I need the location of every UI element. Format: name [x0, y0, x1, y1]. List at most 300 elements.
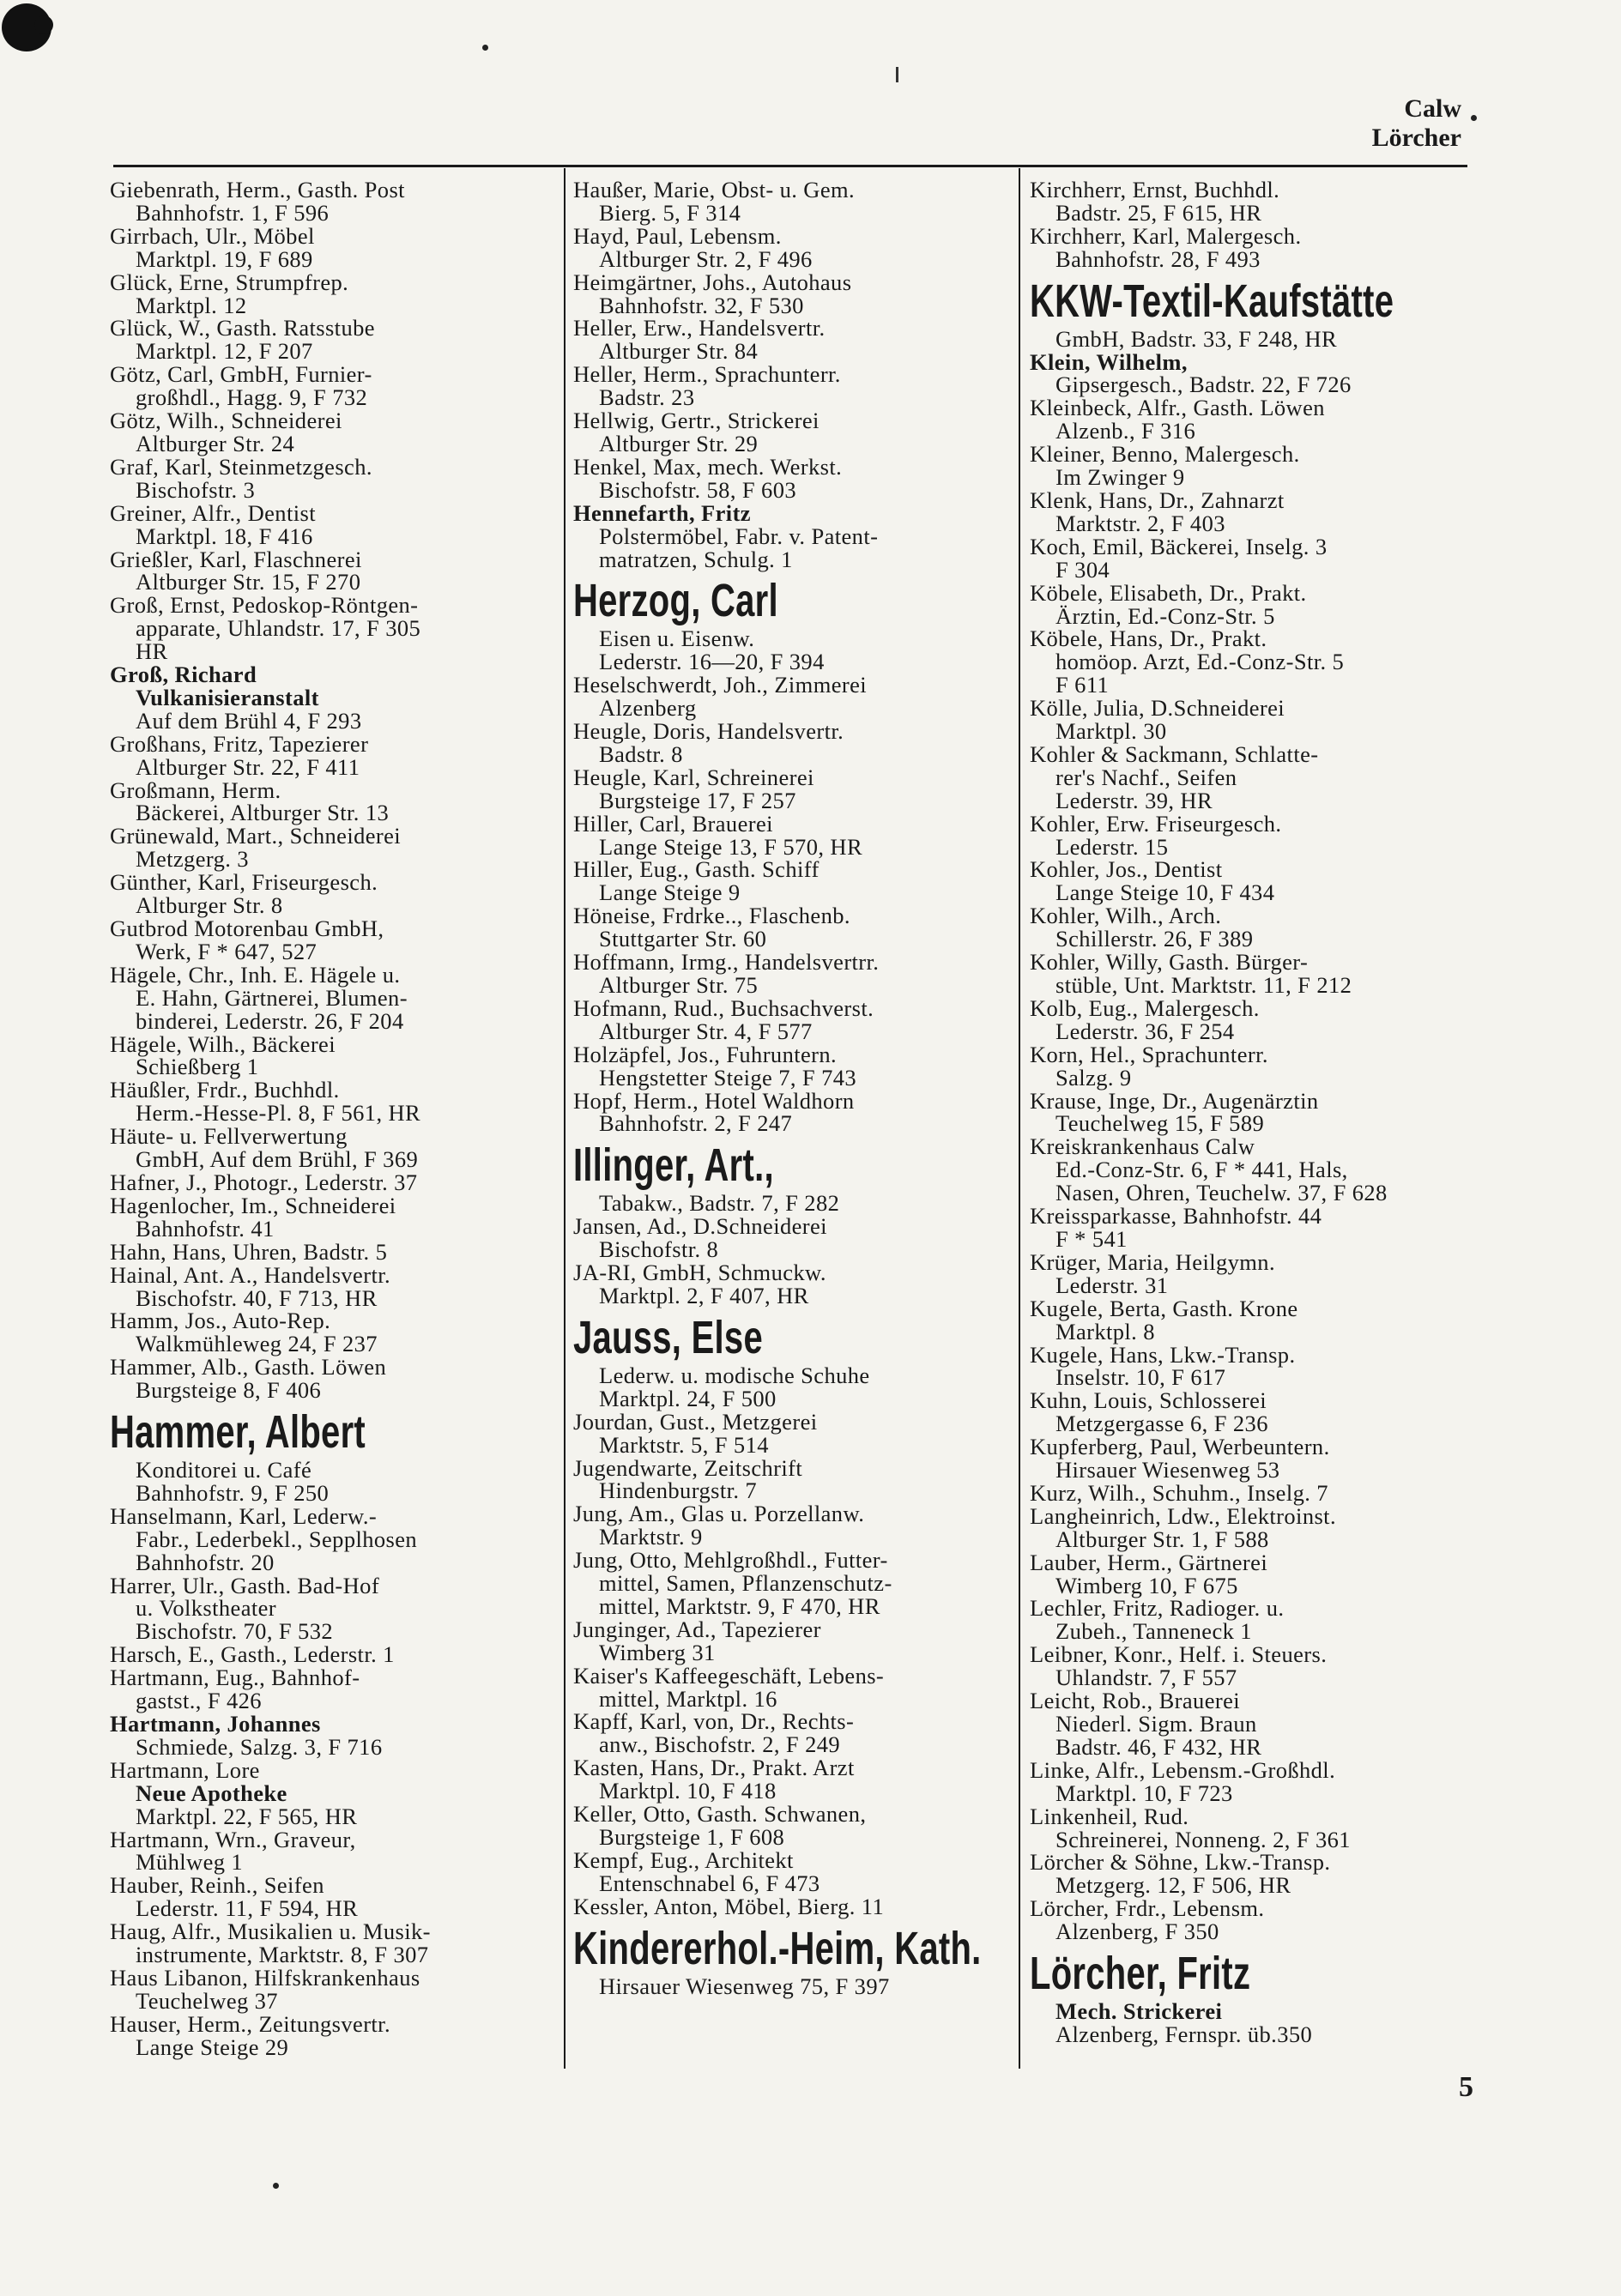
directory-entry [1030, 1043, 1469, 1090]
directory-entry [110, 409, 549, 456]
entry-name-line: Hartmann, Wrn., Graveur, [110, 1826, 356, 1852]
entry-name-line: Kuhn, Louis, Schlosserei [1030, 1387, 1267, 1414]
entry-detail-line: Uhlandstr. 7, F 557 [1055, 1665, 1237, 1691]
directory-entry [573, 1710, 1013, 1756]
display-name: Lörcher, Fritz [1030, 1948, 1251, 2000]
entry-detail-line: Hirsauer Wiesenweg 75, F 397 [599, 1973, 890, 1999]
entry-detail-line: apparate, Uhlandstr. 17, F 305 [136, 615, 421, 642]
entry-name-line: Haußer, Marie, Obst- u. Gem. [573, 177, 856, 202]
entry-detail-line: Lange Steige 10, F 434 [1055, 879, 1275, 906]
entry-detail-line: Eisen u. Eisenw. [599, 625, 755, 652]
entry-detail-line: Konditorei u. Café [136, 1457, 312, 1483]
directory-entry [1030, 697, 1469, 743]
entry-detail-line: Badstr. 46, F 432, HR [1055, 1733, 1262, 1760]
entry-name-line: Krause, Inge, Dr., Augenärztin [1030, 1087, 1319, 1114]
directory-entry [573, 904, 1013, 951]
entry-detail-line: GmbH, Badstr. 33, F 248, HR [1055, 325, 1338, 352]
entry-name-line: Keller, Otto, Gasth. Schwanen, [573, 1801, 867, 1828]
directory-entry [1030, 1851, 1469, 1897]
column-1 [110, 178, 549, 2059]
directory-entry [573, 858, 1013, 904]
entry-detail-line: u. Volkstheater [136, 1595, 277, 1622]
entry-detail-line: Lederstr. 15 [1055, 833, 1169, 860]
entry-name-line: Hartmann, Johannes [110, 1711, 321, 1737]
entry-detail-line: Marktpl. 30 [1055, 718, 1167, 745]
directory-entry [110, 1920, 549, 1967]
entry-detail-line: Lederstr. 11, F 594, HR [136, 1895, 359, 1922]
entry-detail-line: Tabakw., Badstr. 7, F 282 [599, 1190, 840, 1217]
directory-entry [1030, 951, 1469, 997]
entry-detail-line: Altburger Str. 75 [599, 972, 759, 998]
entry-name-line: JA-RI, GmbH, Schmuckw. [573, 1260, 826, 1286]
entry-name-line: Häußler, Frdr., Buchhdl. [110, 1077, 340, 1103]
entry-detail-line: GmbH, Auf dem Brühl, F 369 [136, 1146, 419, 1173]
entry-name-line: Kirchherr, Ernst, Buchhdl. [1030, 177, 1280, 202]
entry-name-line: Kohler, Wilh., Arch. [1030, 903, 1222, 929]
entry-detail-line: Lederw. u. modische Schuhe [599, 1362, 870, 1388]
entry-name-line: Hammer, Alb., Gasth. Löwen [110, 1354, 387, 1381]
entry-detail-line: Marktpl. 24, F 500 [599, 1385, 777, 1411]
directory-entry [1030, 1643, 1469, 1689]
column-divider [564, 168, 566, 2069]
directory-entry [110, 548, 549, 595]
entry-detail-line: Bäckerei, Altburger Str. 13 [136, 800, 390, 826]
entry-name-line: Leicht, Rob., Brauerei [1030, 1688, 1241, 1714]
speck [896, 67, 898, 82]
entry-name-line: Lörcher, Frdr., Lebensm. [1030, 1895, 1265, 1922]
entry-name-line: Günther, Karl, Friseurgesch. [110, 869, 378, 896]
entry-name-line: Girrbach, Ulr., Möbel [110, 222, 315, 249]
entry-name-line: Kleinbeck, Alfr., Gasth. Löwen [1030, 395, 1325, 421]
directory-entry [1030, 904, 1469, 951]
entry-name-line: Höneise, Frdrke.., Flaschenb. [573, 903, 850, 929]
entry-name-line: Hainal, Ant. A., Handelsvertr. [110, 1261, 390, 1288]
entry-detail-line: Inselstr. 10, F 617 [1055, 1364, 1226, 1391]
entry-detail-line: F 611 [1055, 672, 1110, 698]
entry-detail-line: Lederstr. 16—20, F 394 [599, 649, 825, 675]
entry-name-line: Hanselmann, Karl, Lederw.- [110, 1502, 378, 1529]
directory-entry [1030, 810, 1469, 860]
entry-detail-line: Marktstr. 5, F 514 [599, 1431, 769, 1458]
entry-detail-line: Schießberg 1 [136, 1054, 259, 1080]
entry-detail-line: Nasen, Ohren, Teuchelw. 37, F 628 [1055, 1180, 1388, 1206]
entry-name-line: Grießler, Karl, Flaschnerei [110, 546, 362, 572]
directory-entry [573, 766, 1013, 813]
entry-name-line: Kessler, Anton, Möbel, Bierg. 11 [573, 1893, 885, 1919]
entry-name-line: Hamm, Jos., Auto-Rep. [110, 1308, 331, 1334]
entry-business-name: Mech. Strickerei [1055, 1998, 1223, 2025]
entry-name-line: Lechler, Fritz, Radioger. u. [1030, 1595, 1285, 1622]
directory-entry [573, 1803, 1013, 1849]
entry-name-line: Haug, Alfr., Musikalien u. Musik- [110, 1918, 431, 1945]
entry-name-line: Jourdan, Gust., Metzgerei [573, 1408, 818, 1435]
entry-detail-line: E. Hahn, Gärtnerei, Blumen- [136, 984, 408, 1011]
entry-detail-line: anw., Bischofstr. 2, F 249 [599, 1731, 841, 1758]
directory-entry [110, 961, 549, 1034]
directory-entry [110, 499, 549, 549]
directory-entry [110, 178, 549, 225]
entry-name-line: Harsch, E., Gasth., Lederstr. 1 [110, 1641, 395, 1668]
entry-detail-line: Alzenberg, Fernspr. üb.350 [1055, 2021, 1313, 2047]
directory-entry [573, 363, 1013, 409]
entry-name-line: Greiner, Alfr., Dentist [110, 499, 316, 526]
entry-name-line: Großmann, Herm. [110, 776, 281, 803]
entry-name-line: Kolb, Eug., Malergesch. [1030, 994, 1260, 1021]
entry-detail-line: Alzenberg [599, 695, 697, 722]
entry-detail-line: Alzenb., F 316 [1055, 418, 1196, 444]
directory-entry [1030, 1597, 1469, 1643]
entry-name-line: Hartmann, Lore [110, 1756, 260, 1783]
directory-entry [573, 1618, 1013, 1665]
directory-entry [573, 951, 1013, 997]
entry-detail-line: Herm.-Hesse-Pl. 8, F 561, HR [136, 1100, 421, 1127]
directory-entry [573, 1549, 1013, 1618]
entry-detail-line: Alzenberg, F 350 [1055, 1918, 1219, 1945]
header-range: Lörcher [1371, 124, 1461, 152]
directory-entry [110, 1079, 549, 1125]
header-town: Calw [1404, 94, 1461, 123]
entry-name-line: Linkenheil, Rud. [1030, 1803, 1189, 1829]
entry-detail-line: homöop. Arzt, Ed.-Conz-Str. 5 [1055, 649, 1345, 675]
directory-entry [1030, 443, 1469, 489]
entry-detail-line: matratzen, Schulg. 1 [599, 546, 793, 572]
directory-entry [573, 1087, 1013, 1137]
directory-entry [573, 1846, 1013, 1896]
entry-name-line: Jung, Otto, Mehlgroßhdl., Futter- [573, 1547, 888, 1574]
page-header [1372, 94, 1461, 153]
entry-detail-line: Bahnhofstr. 1, F 596 [136, 199, 330, 226]
entry-detail-line: Altburger Str. 24 [136, 430, 295, 456]
entry-name-line: Kölle, Julia, D.Schneiderei [1030, 695, 1285, 722]
entry-detail-line: großhdl., Hagg. 9, F 732 [136, 384, 368, 411]
entry-detail-line: Altburger Str. 15, F 270 [136, 569, 361, 595]
entry-name-line: Kugele, Berta, Gasth. Krone [1030, 1295, 1298, 1321]
entry-name-line: Hiller, Eug., Gasth. Schiff [573, 856, 820, 883]
entry-detail-line: Altburger Str. 1, F 588 [1055, 1526, 1269, 1552]
entry-name-line: Giebenrath, Herm., Gasth. Post [110, 177, 405, 202]
directory-entry [110, 776, 549, 826]
entry-name-line: Kugele, Hans, Lkw.-Transp. [1030, 1341, 1296, 1368]
directory-entry [1030, 579, 1469, 629]
entry-name-line: Hiller, Carl, Brauerei [573, 810, 773, 837]
directory-entry [573, 178, 1013, 225]
directory-entry [1030, 396, 1469, 443]
speck [273, 2183, 279, 2189]
directory-entry [110, 1309, 549, 1356]
entry-detail-line: gastst., F 426 [136, 1688, 262, 1714]
directory-entry [110, 1828, 549, 1875]
entry-detail-line: F * 541 [1055, 1225, 1128, 1252]
directory-entry [1030, 1297, 1469, 1344]
entry-detail-line: Altburger Str. 8 [136, 892, 283, 919]
directory-entry [110, 453, 549, 503]
directory-entry [110, 594, 549, 663]
entry-name-line: Kleiner, Benno, Malergesch. [1030, 441, 1300, 468]
entry-name-line: Kohler, Willy, Gasth. Bürger- [1030, 949, 1309, 976]
ink-blot [34, 15, 53, 34]
entry-detail-line: Metzgerg. 3 [136, 846, 249, 873]
directory-entry [573, 317, 1013, 363]
entry-name-line: Junginger, Ad., Tapezierer [573, 1616, 821, 1642]
entry-detail-line: Gipsergesch., Badstr. 22, F 726 [1055, 372, 1352, 398]
directory-entry [573, 222, 1013, 272]
entry-name-line: Lauber, Herm., Gärtnerei [1030, 1549, 1268, 1575]
entry-detail-line: Bierg. 5, F 314 [599, 199, 741, 226]
directory-entry [110, 1666, 549, 1713]
entry-detail-line: Ed.-Conz-Str. 6, F * 441, Hals, [1055, 1157, 1348, 1183]
entry-detail-line: Im Zwinger 9 [1055, 464, 1185, 491]
directory-entry [110, 363, 549, 409]
entry-name-line: Hagenlocher, Im., Schneiderei [110, 1192, 396, 1218]
entry-detail-line: Werk, F * 647, 527 [136, 938, 318, 964]
entry-detail-line: Schmiede, Salzg. 3, F 716 [136, 1733, 383, 1760]
directory-entry [573, 1756, 1013, 1803]
entry-detail-line: Stuttgarter Str. 60 [599, 926, 767, 952]
entry-name-line: Kohler & Sackmann, Schlatte- [1030, 740, 1319, 767]
directory-entry [110, 663, 549, 733]
entry-detail-line: Bischofstr. 70, F 532 [136, 1618, 333, 1645]
directory-entry [110, 825, 549, 871]
entry-name-line: Langheinrich, Ldw., Elektroinst. [1030, 1502, 1336, 1529]
entry-detail-line: Bahnhofstr. 2, F 247 [599, 1110, 793, 1137]
entry-detail-line: Burgsteige 17, F 257 [599, 787, 796, 813]
entry-detail-line: Marktstr. 9 [599, 1524, 703, 1550]
entry-detail-line: Polstermöbel, Fabr. v. Patent- [599, 523, 879, 549]
entry-name-line: Götz, Carl, GmbH, Furnier- [110, 361, 372, 388]
entry-name-line: Klenk, Hans, Dr., Zahnarzt [1030, 486, 1285, 513]
entry-name-line: Hennefarth, Fritz [573, 499, 751, 526]
directory-entry [573, 994, 1013, 1044]
directory-entry [110, 1964, 549, 2014]
entry-name-line: Kaiser's Kaffeegeschäft, Lebens- [573, 1662, 885, 1689]
entry-name-line: Lörcher & Söhne, Lkw.-Transp. [1030, 1849, 1331, 1876]
directory-entry [573, 453, 1013, 503]
entry-name-line: Hägele, Wilh., Bäckerei [110, 1030, 336, 1057]
entry-detail-line: Altburger Str. 84 [599, 338, 759, 365]
entry-name-line: Heselschwerdt, Joh., Zimmerei [573, 672, 868, 698]
entry-detail-line: instrumente, Marktstr. 8, F 307 [136, 1942, 429, 1968]
entry-detail-line: binderei, Lederstr. 26, F 204 [136, 1007, 404, 1034]
entry-name-line: Heugle, Karl, Schreinerei [573, 764, 814, 790]
entry-detail-line: Badstr. 8 [599, 740, 683, 767]
directory-entry [1030, 1205, 1469, 1251]
directory-entry [110, 2010, 549, 2060]
entry-name-line: Glück, Erne, Strumpfrep. [110, 269, 349, 295]
entry-detail-line: Hindenburgstr. 7 [599, 1477, 758, 1504]
entry-name-line: Kempf, Eug., Architekt [573, 1846, 794, 1873]
entry-name-line: Jugendwarte, Zeitschrift [573, 1454, 803, 1481]
entry-name-line: Kurz, Wilh., Schuhm., Inselg. 7 [1030, 1479, 1328, 1506]
entry-detail-line: mittel, Samen, Pflanzenschutz- [599, 1570, 892, 1597]
entry-detail-line: Lederstr. 31 [1055, 1272, 1169, 1298]
entry-detail-line: Altburger Str. 2, F 496 [599, 245, 813, 272]
display-name: Herzog, Carl [573, 575, 778, 627]
entry-detail-line: Teuchelweg 15, F 589 [1055, 1110, 1265, 1137]
speck [482, 45, 488, 51]
entry-detail-line: Bischofstr. 40, F 713, HR [136, 1284, 378, 1311]
entry-detail-line: stüble, Unt. Marktstr. 11, F 212 [1055, 972, 1352, 998]
entry-name-line: Harrer, Ulr., Gasth. Bad-Hof [110, 1572, 380, 1598]
entry-detail-line: Marktstr. 2, F 403 [1055, 510, 1225, 536]
directory-entry [573, 271, 1013, 317]
directory-entry [573, 1502, 1013, 1549]
column-divider [1019, 168, 1020, 2069]
directory-entry [573, 1215, 1013, 1261]
entry-detail-line: Marktpl. 8 [1055, 1318, 1155, 1344]
entry-name-line: Heller, Herm., Sprachunterr. [573, 361, 841, 388]
entry-name-line: Henkel, Max, mech. Werkst. [573, 453, 843, 480]
entry-name-line: Köbele, Hans, Dr., Prakt. [1030, 625, 1267, 652]
entry-name-line: Glück, W., Gasth. Ratsstube [110, 315, 375, 341]
entry-detail-line: Fabr., Lederbekl., Sepplhosen [136, 1526, 418, 1552]
entry-detail-line: Zubeh., Tanneneck 1 [1055, 1618, 1252, 1645]
entry-name-line: Hägele, Chr., Inh. E. Hägele u. [110, 961, 401, 988]
directory-entry [1030, 535, 1469, 582]
entry-detail-line: Marktpl. 10, F 723 [1055, 1779, 1233, 1806]
directory-entry [110, 871, 549, 917]
speck [1471, 115, 1477, 121]
directory-entry [573, 1043, 1013, 1090]
entry-name-line: Krüger, Maria, Heilgymn. [1030, 1248, 1275, 1275]
column-2 [573, 178, 1013, 1998]
entry-name-line: Köbele, Elisabeth, Dr., Prakt. [1030, 579, 1307, 606]
page-number: 5 [1459, 2071, 1473, 2103]
display-name: KKW-Textil-Kaufstätte [1030, 275, 1394, 327]
directory-entry [1030, 1135, 1469, 1205]
directory-entry [573, 1454, 1013, 1504]
entry-detail-line: Marktpl. 10, F 418 [599, 1778, 777, 1804]
directory-entry [573, 1662, 1013, 1712]
entry-detail-line: Wimberg 31 [599, 1639, 716, 1665]
directory-entry [110, 271, 549, 317]
entry-name-line: Hartmann, Eug., Bahnhof- [110, 1665, 360, 1691]
directory-entry [110, 1171, 549, 1194]
directory-entry [110, 1194, 549, 1241]
entry-detail-line: mittel, Marktpl. 16 [599, 1685, 777, 1712]
directory-entry [573, 720, 1013, 766]
entry-detail-line: Salzg. 9 [1055, 1064, 1132, 1091]
directory-entry [1030, 1341, 1469, 1391]
entry-detail-line: Vulkanisieranstalt [136, 684, 319, 710]
entry-detail-line: Metzgergasse 6, F 236 [1055, 1411, 1268, 1437]
entry-name-line: Linke, Alfr., Lebensm.-Großhdl. [1030, 1756, 1336, 1783]
display-name: Hammer, Albert [110, 1406, 366, 1459]
directory-entry [573, 1139, 1013, 1215]
entry-detail-line: Burgsteige 8, F 406 [136, 1377, 322, 1404]
entry-detail-line: Hengstetter Steige 7, F 743 [599, 1064, 857, 1091]
entry-name-line: Haus Libanon, Hilfskrankenhaus [110, 1964, 420, 1991]
directory-entry [1030, 1502, 1469, 1552]
directory-entry [573, 409, 1013, 456]
entry-detail-line: F 304 [1055, 556, 1110, 583]
entry-name-line: Korn, Hel., Sprachunterr. [1030, 1041, 1268, 1067]
entry-detail-line: Ärztin, Ed.-Conz-Str. 5 [1055, 602, 1275, 629]
directory-entry [1030, 486, 1469, 536]
entry-detail-line: Hirsauer Wiesenweg 53 [1055, 1457, 1280, 1483]
entry-detail-line: Lange Steige 9 [599, 879, 741, 906]
directory-entry [110, 917, 549, 964]
entry-name-line: Jung, Am., Glas u. Porzellanw. [573, 1501, 865, 1527]
entry-detail-line: Lange Steige 13, F 570, HR [599, 833, 863, 860]
entry-name-line: Klein, Wilhelm, [1030, 348, 1188, 375]
entry-detail-line: Niederl. Sigm. Braun [1055, 1711, 1257, 1737]
entry-name-line: Heimgärtner, Johs., Autohaus [573, 269, 852, 295]
directory-entry [573, 574, 1013, 674]
directory-entry [110, 1756, 549, 1829]
directory-entry [110, 1356, 549, 1402]
entry-name-line: Kupferberg, Paul, Werbeuntern. [1030, 1434, 1330, 1460]
directory-entry [110, 730, 549, 780]
directory-entry [1030, 348, 1469, 398]
directory-entry [573, 674, 1013, 720]
entry-name-line: Häute- u. Fellverwertung [110, 1123, 348, 1150]
directory-entry [110, 317, 549, 363]
directory-entry [573, 1311, 1013, 1411]
directory-entry [1030, 178, 1469, 225]
entry-name-line: Kirchherr, Karl, Malergesch. [1030, 222, 1302, 249]
entry-name-line: Kreiskrankenhaus Calw [1030, 1133, 1255, 1160]
entry-name-line: Hopf, Herm., Hotel Waldhorn [573, 1087, 855, 1114]
entry-detail-line: Entenschnabel 6, F 473 [599, 1870, 820, 1896]
directory-entry [110, 1643, 549, 1666]
directory-entry [573, 1408, 1013, 1458]
entry-detail-line: Altburger Str. 29 [599, 430, 759, 456]
entry-business-name: Neue Apotheke [136, 1779, 287, 1806]
entry-name-line: Leibner, Konr., Helf. i. Steuers. [1030, 1641, 1328, 1668]
entry-name-line: Hayd, Paul, Lebensm. [573, 222, 782, 249]
directory-entry [110, 1030, 549, 1080]
entry-name-line: Koch, Emil, Bäckerei, Inselg. 3 [1030, 533, 1328, 559]
entry-detail-line: Burgsteige 1, F 608 [599, 1824, 785, 1850]
directory-entry [1030, 994, 1469, 1044]
directory-entry [110, 1261, 549, 1311]
entry-detail-line: Badstr. 25, F 615, HR [1055, 199, 1262, 226]
entry-detail-line: Lange Steige 29 [136, 2033, 289, 2060]
entry-detail-line: Marktpl. 18, F 416 [136, 523, 313, 549]
entry-detail-line: Marktpl. 2, F 407, HR [599, 1282, 809, 1308]
entry-detail-line: Mühlweg 1 [136, 1849, 244, 1876]
entry-detail-line: Auf dem Brühl 4, F 293 [136, 707, 362, 734]
directory-entry [110, 1238, 549, 1265]
entry-detail-line: Marktpl. 12, F 207 [136, 338, 313, 365]
entry-detail-line: Bahnhofstr. 28, F 493 [1055, 245, 1261, 272]
entry-name-line: Graf, Karl, Steinmetzgesch. [110, 453, 372, 480]
directory-entry [1030, 1947, 1469, 2046]
entry-name-line: Götz, Wilh., Schneiderei [110, 408, 342, 434]
directory-entry [1030, 1435, 1469, 1482]
entry-name-line: Kohler, Jos., Dentist [1030, 856, 1223, 883]
entry-name-line: Jansen, Ad., D.Schneiderei [573, 1213, 827, 1240]
entry-name-line: Hofmann, Rud., Buchsachverst. [573, 994, 874, 1021]
entry-detail-line: Marktpl. 22, F 565, HR [136, 1803, 358, 1829]
entry-detail-line: HR [136, 638, 168, 665]
entry-detail-line: Marktpl. 12 [136, 292, 247, 318]
directory-entry [573, 1922, 1013, 1998]
entry-name-line: Hellwig, Gertr., Strickerei [573, 408, 820, 434]
entry-name-line: Heller, Erw., Handelsvertr. [573, 315, 826, 341]
entry-name-line: Kapff, Karl, von, Dr., Rechts- [573, 1708, 855, 1735]
header-rule [113, 165, 1467, 167]
directory-entry [110, 1574, 549, 1644]
directory-entry [1030, 1087, 1469, 1137]
directory-entry [1030, 1689, 1469, 1759]
entry-detail-line: Bischofstr. 58, F 603 [599, 476, 796, 503]
column-3 [1030, 178, 1469, 2046]
entry-detail-line: Bischofstr. 8 [599, 1236, 719, 1263]
directory-entry [110, 1874, 549, 1920]
entry-detail-line: Bahnhofstr. 20 [136, 1549, 275, 1575]
entry-detail-line: Teuchelweg 37 [136, 1987, 278, 2014]
